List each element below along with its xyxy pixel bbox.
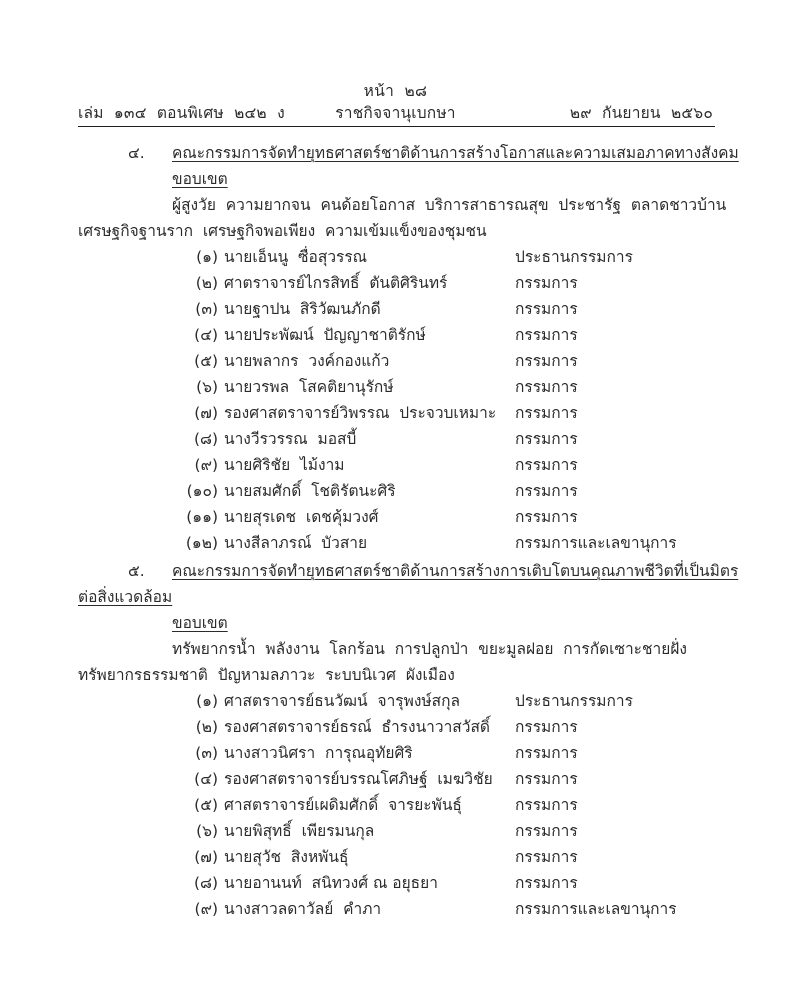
member-name: นางสาวนิศรา การุณอุทัยศิริ <box>224 744 413 762</box>
member-role: กรรมการ <box>515 822 578 840</box>
section-4-scope-label: ขอบเขต <box>172 170 228 188</box>
member-role: ประธานกรรมการ <box>515 692 633 710</box>
member-role: กรรมการ <box>515 430 578 448</box>
member-role: ประธานกรรมการ <box>515 248 633 266</box>
member-name: นายศิริชัย ไม้งาม <box>224 456 345 474</box>
member-name: ศาสตราจารย์ธนวัฒน์ จารุพงษ์สกุล <box>224 692 460 710</box>
section-5-title-line2: ต่อสิ่งแวดล้อม <box>78 588 173 606</box>
member-row <box>0 322 791 348</box>
member-name: นายอานนท์ สนิทวงศ์ ณ อยุธยา <box>224 874 438 892</box>
member-role: กรรมการ <box>515 874 578 892</box>
section-5 <box>0 558 791 922</box>
member-row <box>0 400 791 426</box>
section-5-heading <box>0 558 791 584</box>
member-number: (๒) <box>195 718 218 736</box>
section-5-scope-line-2: ทรัพยากรธรรมชาติ ปัญหามลภาวะ ระบบนิเวศ ผังเมือง <box>78 666 455 684</box>
section-4-number: ๔. <box>128 144 145 162</box>
member-name: นายพิสุทธิ์ เพียรมนกุล <box>224 822 375 840</box>
member-name: ศาตราจารย์ไกรสิทธิ์ ตันติศิรินทร์ <box>224 274 448 292</box>
section-5-member-list <box>0 688 791 922</box>
member-name: นายเอ็นนู ซื่อสุวรรณ <box>224 248 368 266</box>
member-role: กรรมการ <box>515 378 578 396</box>
member-row <box>0 714 791 740</box>
member-role: กรรมการ <box>515 508 578 526</box>
section-5-number: ๕. <box>128 562 145 580</box>
member-number: (๔) <box>194 326 218 344</box>
member-role: กรรมการ <box>515 274 578 292</box>
member-role: กรรมการ <box>515 300 578 318</box>
document-body <box>0 140 791 922</box>
member-row <box>0 740 791 766</box>
member-row <box>0 478 791 504</box>
member-role: กรรมการ <box>515 796 578 814</box>
member-row <box>0 844 791 870</box>
member-number: (๑) <box>196 692 218 710</box>
gazette-title: ราชกิจจานุเบกษา <box>335 104 456 122</box>
section-5-scope-label: ขอบเขต <box>172 614 228 632</box>
member-number: (๗) <box>194 404 218 422</box>
member-number: (๘) <box>193 430 218 448</box>
member-number: (๑๐) <box>186 482 218 500</box>
member-row <box>0 374 791 400</box>
member-number: (๘) <box>193 874 218 892</box>
member-name: รองศาสตราจารย์บรรณโศภิษฐ์ เมฆวิชัย <box>224 770 493 788</box>
member-name: รองศาสตราจารย์วิพรรณ ประจวบเหมาะ <box>224 404 497 422</box>
member-role: กรรมการ <box>515 456 578 474</box>
section-5-heading-cont <box>0 584 791 610</box>
member-name: นางสาวลดาวัลย์ คำภา <box>224 900 382 918</box>
member-name: นายสมศักดิ์ โชติรัตนะศิริ <box>224 482 396 500</box>
member-name: นายพลากร วงค์กองแก้ว <box>224 352 390 370</box>
section-4-scope-line-1: ผู้สูงวัย ความยากจน คนด้อยโอกาส บริการสาธารณสุข ประชารัฐ ตลาดชาวบ้าน <box>172 196 727 214</box>
member-number: (๔) <box>194 770 218 788</box>
page-masthead <box>0 78 791 126</box>
member-name: นายสุรเดช เดชคุ้มวงศ์ <box>224 508 379 526</box>
member-number: (๒) <box>195 274 218 292</box>
masthead-divider <box>78 126 715 127</box>
page-number-label: หน้า ๒๘ <box>363 82 428 100</box>
member-role: กรรมการ <box>515 848 578 866</box>
member-row <box>0 792 791 818</box>
member-row <box>0 296 791 322</box>
section-4-member-list <box>0 244 791 556</box>
member-role: กรรมการและเลขานุการ <box>515 900 677 918</box>
member-number: (๙) <box>194 456 218 474</box>
publication-date-label: ๒๙ กันยายน ๒๕๖๐ <box>569 104 713 122</box>
member-role: กรรมการ <box>515 352 578 370</box>
section-5-title-line1: คณะกรรมการจัดทำยุทธศาสตร์ชาติด้านการสร้างการเติบโตบนคุณภาพชีวิตที่เป็นมิตร <box>172 562 739 580</box>
member-number: (๖) <box>196 378 218 396</box>
member-number: (๑๑) <box>186 508 218 526</box>
member-role: กรรมการ <box>515 326 578 344</box>
member-row <box>0 504 791 530</box>
member-role: กรรมการและเลขานุการ <box>515 534 677 552</box>
section-4-heading <box>0 140 791 166</box>
member-number: (๙) <box>194 900 218 918</box>
member-number: (๗) <box>194 848 218 866</box>
member-row <box>0 818 791 844</box>
member-number: (๖) <box>196 822 218 840</box>
member-number: (๓) <box>195 744 218 762</box>
section-5-scope-line-1: ทรัพยากรน้ำ พลังงาน โลกร้อน การปลูกป่า ขยะมูลฝอย การกัดเซาะชายฝั่ง <box>172 640 687 658</box>
member-number: (๓) <box>195 300 218 318</box>
member-row <box>0 452 791 478</box>
member-name: นายสุวัช สิงหพันธุ์ <box>224 848 349 866</box>
member-row <box>0 244 791 270</box>
member-name: นางสีลาภรณ์ บัวสาย <box>224 534 368 552</box>
section-4-heading-cont <box>0 166 791 192</box>
section-4-title-line1: คณะกรรมการจัดทำยุทธศาสตร์ชาติด้านการสร้างโอกาสและความเสมอภาคทางสังคม <box>172 144 739 162</box>
member-number: (๑) <box>196 248 218 266</box>
masthead-row <box>0 100 791 124</box>
member-row <box>0 530 791 556</box>
member-name: นายวรพล โสคติยานุรักษ์ <box>224 378 394 396</box>
member-role: กรรมการ <box>515 770 578 788</box>
member-name: นายฐาปน สิริวัฒนภักดี <box>224 300 381 318</box>
member-row <box>0 870 791 896</box>
member-row <box>0 270 791 296</box>
member-name: รองศาสตราจารย์ธรณ์ ธำรงนาวาสวัสดิ์ <box>224 718 490 736</box>
member-row <box>0 426 791 452</box>
member-role: กรรมการ <box>515 718 578 736</box>
section-4 <box>0 140 791 556</box>
member-role: กรรมการ <box>515 404 578 422</box>
member-role: กรรมการ <box>515 482 578 500</box>
section-5-scope-label-wrap <box>0 610 791 636</box>
member-row <box>0 896 791 922</box>
member-role: กรรมการ <box>515 744 578 762</box>
member-name: ศาสตราจารย์เผดิมศักดิ์ จารยะพันธุ์ <box>224 796 462 814</box>
volume-issue-label: เล่ม ๑๓๔ ตอนพิเศษ ๒๔๒ ง <box>78 104 285 122</box>
member-number: (๑๒) <box>185 534 218 552</box>
member-row <box>0 688 791 714</box>
member-name: นายประพัฒน์ ปัญญาชาติรักษ์ <box>224 326 426 344</box>
member-number: (๕) <box>194 352 218 370</box>
member-number: (๕) <box>194 796 218 814</box>
section-4-scope-line-2: เศรษฐกิจฐานราก เศรษฐกิจพอเพียง ความเข้มแข็งของชุมชน <box>78 222 487 240</box>
member-row <box>0 766 791 792</box>
member-row <box>0 348 791 374</box>
member-name: นางวีรวรรณ มอสบี้ <box>224 430 357 448</box>
